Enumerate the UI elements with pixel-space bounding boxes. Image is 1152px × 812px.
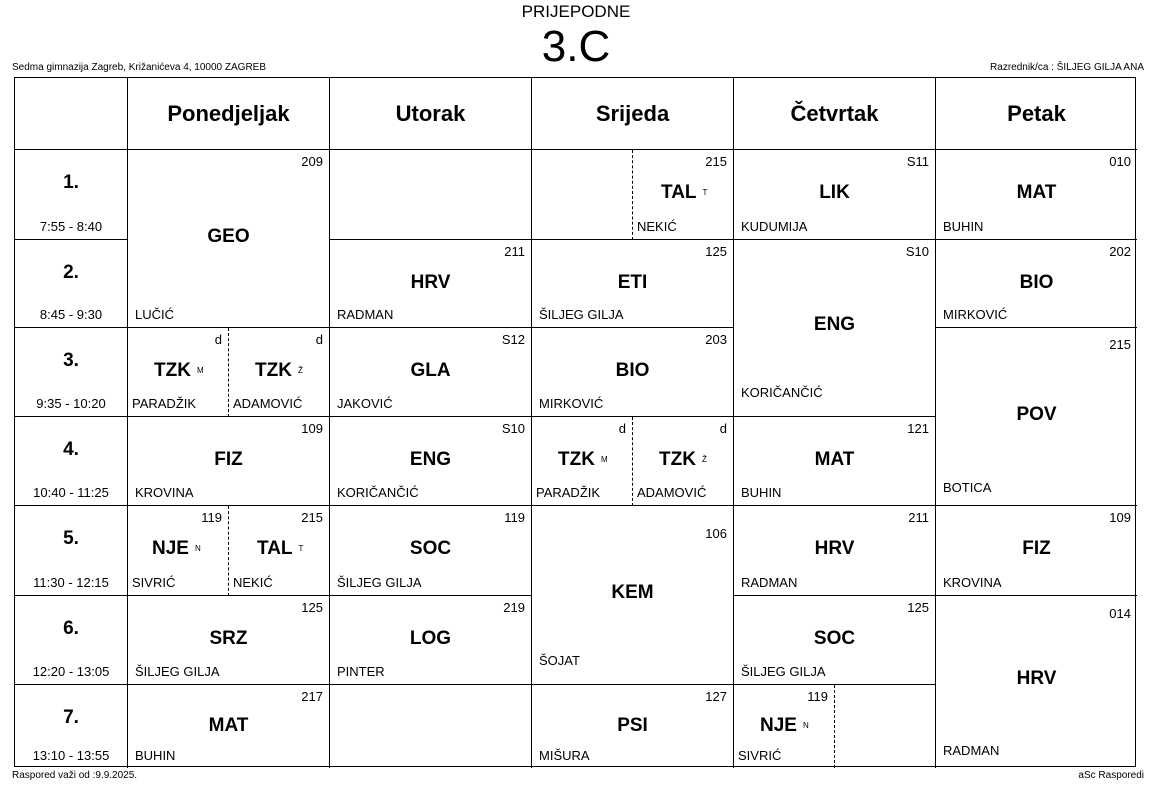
- group-label: N: [194, 544, 201, 554]
- teacher-label: ADAMOVIĆ: [233, 396, 303, 411]
- room-label: d: [315, 332, 323, 347]
- period-time: 11:30 - 12:15: [33, 575, 109, 590]
- subject-label: SRZ: [209, 628, 248, 649]
- lesson-cell: [936, 328, 1137, 506]
- period-time: 9:35 - 10:20: [36, 396, 106, 411]
- empty-cell: [330, 685, 532, 768]
- period-time: 8:45 - 9:30: [39, 307, 103, 322]
- lesson-cell: [734, 417, 936, 506]
- corner-cell: [15, 78, 128, 150]
- teacher-label: ŠILJEG GILJA: [741, 664, 826, 679]
- room-label: 211: [908, 510, 929, 525]
- period-number: 2.: [63, 262, 79, 283]
- room-label: 125: [907, 600, 929, 615]
- lesson-cell: [128, 417, 330, 506]
- day-header-friday: Petak: [936, 78, 1137, 150]
- teacher-label: NEKIĆ: [637, 219, 677, 234]
- teacher-label: LUČIĆ: [135, 307, 175, 322]
- subject-label: NJE: [152, 538, 189, 559]
- teacher-label: ŠOJAT: [539, 653, 580, 668]
- subject-label: LOG: [409, 628, 452, 649]
- teacher-label: MIŠURA: [539, 748, 590, 763]
- group-label: N: [802, 721, 809, 731]
- empty-cell: [330, 150, 532, 240]
- subject-label: TZK: [558, 449, 595, 470]
- lesson-cell: [734, 596, 936, 685]
- subject-label: ENG: [409, 449, 452, 470]
- period-5: [15, 506, 128, 596]
- empty-cell: [532, 150, 633, 240]
- subject-label: BIO: [1019, 272, 1054, 293]
- school-address: Sedma gimnazija Zagreb, Križanićeva 4, 10000 ZAGREB: [12, 62, 267, 73]
- lesson-cell: [532, 685, 734, 768]
- teacher-label: KROVINA: [135, 485, 194, 500]
- lesson-cell: [128, 506, 229, 596]
- teacher-label: BOTICA: [943, 480, 992, 495]
- subject-label: HRV: [410, 272, 451, 293]
- subject-label: NJE: [760, 715, 797, 736]
- subject-label: TAL: [661, 182, 697, 203]
- lesson-cell: [734, 506, 936, 596]
- teacher-label: MIRKOVIĆ: [539, 396, 604, 411]
- day-header-thursday: Četvrtak: [734, 78, 936, 150]
- teacher-label: PARADŽIK: [132, 396, 197, 411]
- subject-label: HRV: [814, 538, 855, 559]
- teacher-label: ŠILJEG GILJA: [337, 575, 422, 590]
- period-time: 12:20 - 13:05: [32, 664, 110, 679]
- room-label: 211: [504, 244, 525, 259]
- teacher-label: KROVINA: [943, 575, 1002, 590]
- teacher-label: MIRKOVIĆ: [943, 307, 1008, 322]
- subject-label: MAT: [1016, 182, 1057, 203]
- teacher-label: PINTER: [337, 664, 385, 679]
- period-7: [15, 685, 128, 768]
- lesson-cell: [936, 506, 1137, 596]
- room-label: 202: [1109, 244, 1131, 259]
- room-label: 109: [1109, 510, 1131, 525]
- teacher-label: RADMAN: [741, 575, 798, 590]
- lesson-cell: [128, 150, 330, 328]
- period-time: 7:55 - 8:40: [39, 219, 103, 234]
- period-number: 1.: [63, 172, 79, 193]
- lesson-cell: [532, 240, 734, 328]
- teacher-label: SIVRIĆ: [132, 575, 176, 590]
- lesson-cell: [633, 417, 734, 506]
- room-label: 121: [907, 421, 929, 436]
- teacher-label: BUHIN: [741, 485, 782, 500]
- room-label: S10: [501, 421, 525, 436]
- teacher-label: SIVRIĆ: [738, 748, 782, 763]
- period-6: [15, 596, 128, 685]
- teacher-label: ADAMOVIĆ: [637, 485, 707, 500]
- lesson-cell: [128, 328, 229, 417]
- teacher-label: ŠILJEG GILJA: [539, 307, 624, 322]
- teacher-label: ŠILJEG GILJA: [135, 664, 220, 679]
- lesson-cell: [330, 328, 532, 417]
- room-label: d: [719, 421, 727, 436]
- room-label: 109: [301, 421, 323, 436]
- class-title: 3.C: [541, 22, 611, 71]
- period-time: 10:40 - 11:25: [33, 485, 109, 500]
- lesson-cell: [734, 240, 936, 417]
- lesson-cell: [330, 506, 532, 596]
- period-4: [15, 417, 128, 506]
- room-label: 203: [705, 332, 727, 347]
- period-number: 4.: [63, 439, 79, 460]
- subject-label: SOC: [409, 538, 452, 559]
- subject-label: ETI: [617, 272, 648, 293]
- lesson-cell: [734, 150, 936, 240]
- group-label: T: [702, 188, 708, 198]
- day-header-wednesday: Srijeda: [532, 78, 734, 150]
- lesson-cell: [734, 685, 835, 768]
- teacher-label: KUDUMIJA: [741, 219, 808, 234]
- period-number: 7.: [63, 707, 79, 728]
- lesson-cell: [128, 596, 330, 685]
- lesson-cell: [330, 417, 532, 506]
- room-label: 215: [1109, 337, 1131, 352]
- subject-label: LIK: [819, 182, 850, 203]
- timetable-grid: [14, 77, 1136, 767]
- lesson-cell: [532, 506, 734, 685]
- teacher-label: KORIČANČIĆ: [741, 385, 823, 400]
- teacher-label: BUHIN: [135, 748, 176, 763]
- subject-label: PSI: [617, 715, 648, 736]
- teacher-label: RADMAN: [337, 307, 394, 322]
- lesson-cell: [936, 150, 1137, 240]
- room-label: 215: [705, 154, 727, 169]
- room-label: 010: [1109, 154, 1131, 169]
- teacher-label: KORIČANČIĆ: [337, 485, 419, 500]
- subject-label: GEO: [207, 226, 250, 247]
- day-header-monday: Ponedjeljak: [128, 78, 330, 150]
- room-label: S11: [906, 154, 929, 169]
- room-label: 127: [705, 689, 727, 704]
- lesson-cell: [128, 685, 330, 768]
- room-label: 014: [1109, 606, 1131, 621]
- valid-from: Raspored važi od :9.9.2025.: [12, 770, 138, 781]
- lesson-cell: [229, 506, 330, 596]
- period-3: [15, 328, 128, 417]
- subject-label: KEM: [611, 582, 654, 603]
- room-label: 209: [301, 154, 323, 169]
- lesson-cell: [936, 240, 1137, 328]
- empty-cell: [835, 685, 936, 768]
- teacher-label: PARADŽIK: [536, 485, 601, 500]
- room-label: d: [618, 421, 626, 436]
- room-label: 125: [705, 244, 727, 259]
- period-number: 3.: [63, 350, 79, 371]
- lesson-cell: [229, 328, 330, 417]
- room-label: 106: [705, 526, 727, 541]
- room-label: 125: [301, 600, 323, 615]
- subject-label: TZK: [154, 360, 191, 381]
- lesson-cell: [633, 150, 734, 240]
- session-label: PRIJEPODNE: [521, 2, 631, 21]
- group-label: T: [298, 544, 304, 554]
- teacher-label: RADMAN: [943, 743, 1000, 758]
- subject-label: FIZ: [1022, 538, 1051, 559]
- room-label: d: [214, 332, 222, 347]
- group-label: Ž: [701, 455, 707, 465]
- period-number: 6.: [63, 618, 79, 639]
- lesson-cell: [532, 417, 633, 506]
- lesson-cell: [532, 328, 734, 417]
- subject-label: MAT: [208, 715, 249, 736]
- teacher-label: NEKIĆ: [233, 575, 273, 590]
- room-label: S12: [501, 332, 525, 347]
- room-label: S10: [905, 244, 929, 259]
- lesson-cell: [330, 240, 532, 328]
- subject-label: FIZ: [214, 449, 243, 470]
- room-label: 119: [807, 689, 828, 704]
- subject-label: TAL: [257, 538, 293, 559]
- subject-label: HRV: [1016, 668, 1057, 689]
- period-1: [15, 150, 128, 240]
- subject-label: POV: [1016, 404, 1057, 425]
- subject-label: TZK: [255, 360, 292, 381]
- teacher-label: JAKOVIĆ: [337, 396, 393, 411]
- subject-label: TZK: [659, 449, 696, 470]
- lesson-cell: [330, 596, 532, 685]
- room-label: 215: [301, 510, 323, 525]
- class-teacher: Razrednik/ca : ŠILJEG GILJA ANA: [990, 62, 1144, 73]
- group-label: M: [196, 366, 204, 376]
- room-label: 119: [504, 510, 525, 525]
- lesson-cell: [936, 596, 1137, 768]
- room-label: 217: [301, 689, 323, 704]
- software-credit: aSc Rasporedi: [1078, 770, 1144, 781]
- period-time: 13:10 - 13:55: [32, 748, 110, 763]
- day-header-tuesday: Utorak: [330, 78, 532, 150]
- period-number: 5.: [63, 528, 79, 549]
- subject-label: SOC: [813, 628, 856, 649]
- room-label: 119: [201, 510, 222, 525]
- subject-label: MAT: [814, 449, 855, 470]
- teacher-label: BUHIN: [943, 219, 984, 234]
- room-label: 219: [503, 600, 525, 615]
- subject-label: BIO: [615, 360, 650, 381]
- subject-label: GLA: [410, 360, 451, 381]
- group-label: Ž: [297, 366, 303, 376]
- period-2: [15, 240, 128, 328]
- subject-label: ENG: [813, 314, 856, 335]
- group-label: M: [600, 455, 608, 465]
